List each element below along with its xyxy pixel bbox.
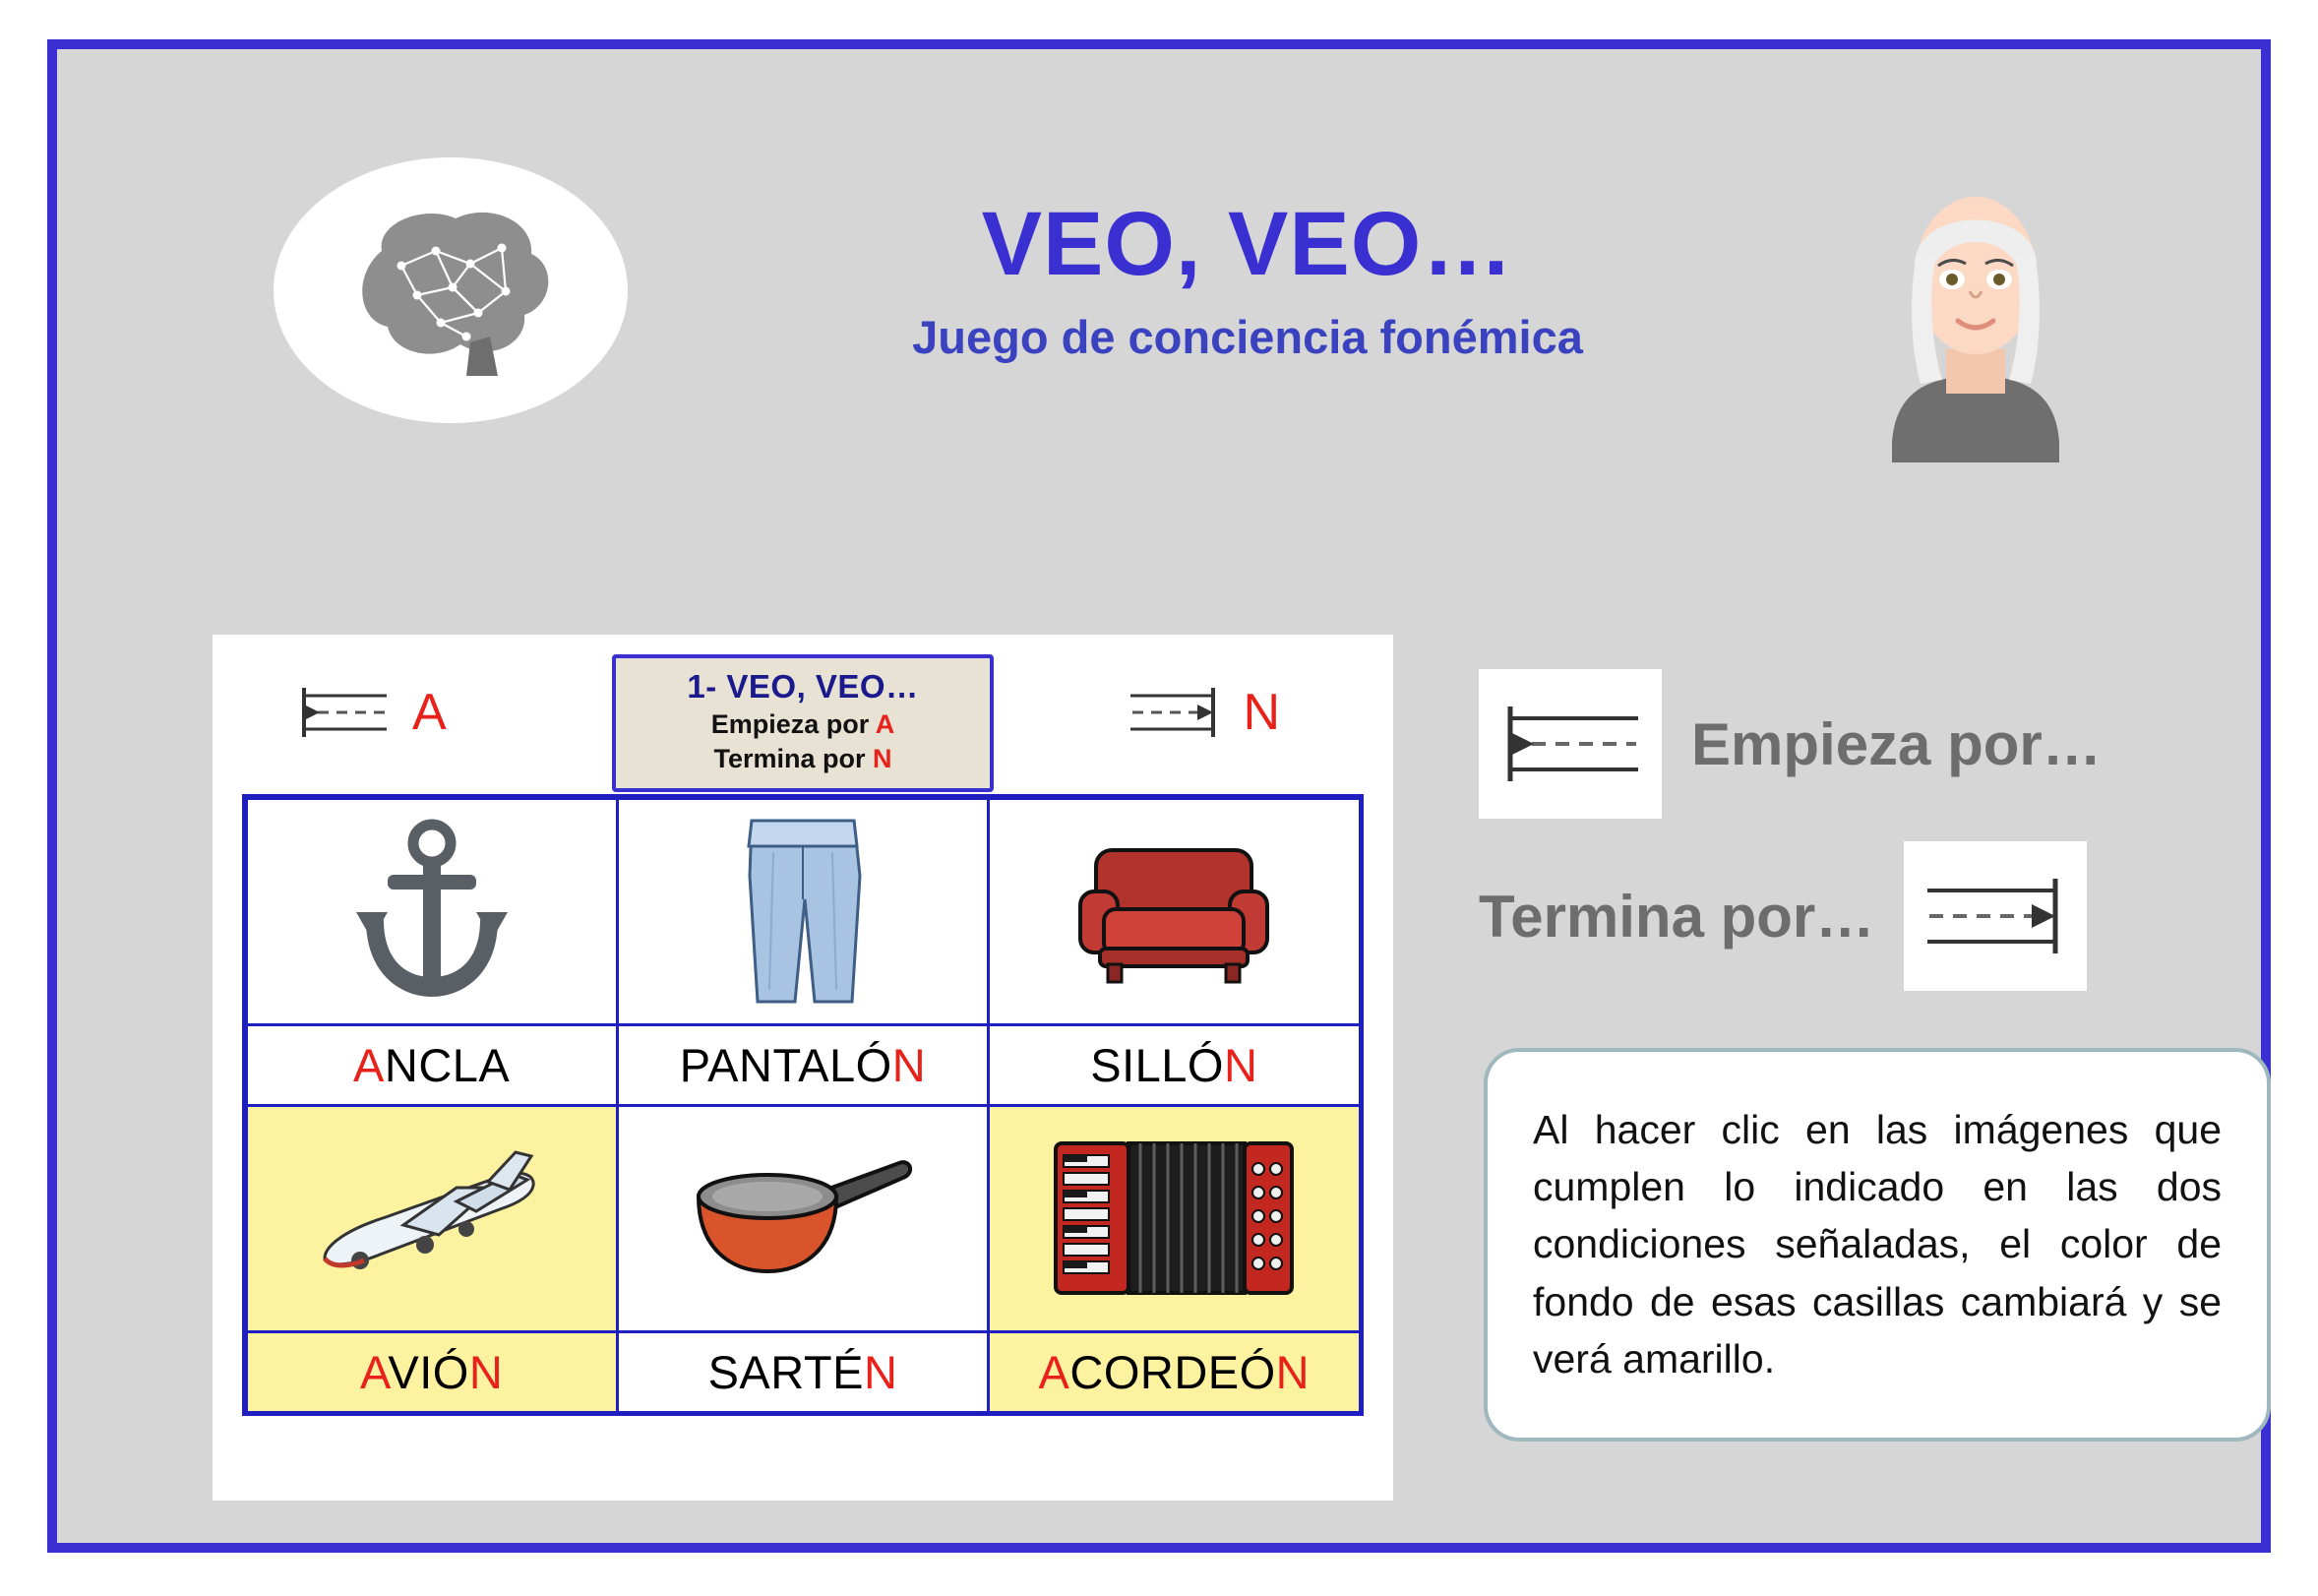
grid-cell-word-sarten <box>616 1330 990 1414</box>
grid-cell-image-pantalon[interactable] <box>616 797 990 1026</box>
brain-logo <box>274 157 628 423</box>
grid-cell-image-acordeon[interactable] <box>987 1104 1361 1333</box>
legend-starts-with <box>1479 669 2102 819</box>
grid-cell-image-sillon[interactable] <box>987 797 1361 1026</box>
legend-starts-label: Empieza por… <box>1691 710 2102 777</box>
ends-with-icon <box>1922 871 2069 961</box>
title-block <box>687 194 1808 364</box>
starts-with-icon-box <box>1479 669 1662 819</box>
grid-cell-word-avion <box>245 1330 619 1414</box>
help-note <box>1484 1048 2271 1442</box>
grid-cell-word-ancla <box>245 1023 619 1107</box>
starts-with-icon <box>296 682 391 743</box>
page-title: VEO, VEO… <box>981 194 1514 294</box>
instruction-starts-prefix: Empieza por <box>710 709 876 739</box>
instruction-ends-prefix: Termina por <box>713 744 874 773</box>
instruction-ends-letter: N <box>873 744 892 773</box>
instruction-card <box>612 654 994 792</box>
help-note-text: Al hacer clic en las imágenes que cumplen lo indicado en las dos condiciones señaladas, el color de fondo de esas casillas cambiará y se verá amarillo. <box>1533 1107 2222 1381</box>
word-label: ACORDEÓN <box>1038 1345 1311 1398</box>
starts-with-icon <box>1496 699 1644 789</box>
instruction-ends-line <box>616 744 990 774</box>
accordion-icon <box>1046 1130 1302 1307</box>
board-start-indicator <box>296 682 447 743</box>
avatar <box>1848 148 2104 462</box>
word-label: SARTÉN <box>707 1345 898 1398</box>
board-end-letter: N <box>1243 684 1280 741</box>
board-end-indicator <box>1127 682 1280 743</box>
word-label: PANTALÓN <box>679 1038 927 1091</box>
grid-cell-image-avion[interactable] <box>245 1104 619 1333</box>
grid-cell-image-sarten[interactable] <box>616 1104 990 1333</box>
word-label: SILLÓN <box>1090 1038 1258 1091</box>
board-header <box>213 635 1393 792</box>
ends-with-icon <box>1127 682 1221 743</box>
instruction-starts-line <box>616 709 990 740</box>
grid-cell-word-pantalon <box>616 1023 990 1107</box>
picture-grid <box>242 794 1364 1416</box>
grid-cell-word-sillon <box>987 1023 1361 1107</box>
frying-pan-icon <box>685 1149 921 1287</box>
grid-cell-image-ancla[interactable] <box>245 797 619 1026</box>
legend-ends-label: Termina por… <box>1479 883 1875 950</box>
armchair-icon <box>1070 832 1277 990</box>
instruction-title: 1- VEO, VEO… <box>687 668 919 705</box>
ends-with-icon-box <box>1904 841 2087 991</box>
grid-cell-word-acordeon <box>987 1330 1361 1414</box>
brain-network-icon <box>323 197 579 384</box>
instruction-starts-letter: A <box>875 709 895 739</box>
board-start-letter: A <box>412 684 447 741</box>
word-label: ANCLA <box>353 1038 511 1091</box>
legend-ends-with <box>1479 841 2087 991</box>
airplane-icon <box>309 1135 555 1302</box>
jeans-icon <box>734 813 872 1010</box>
slide-frame <box>47 39 2271 1553</box>
activity-board <box>213 635 1393 1501</box>
word-label: AVIÓN <box>360 1345 504 1398</box>
page-subtitle: Juego de conciencia fonémica <box>912 310 1583 363</box>
anchor-icon <box>348 818 516 1005</box>
